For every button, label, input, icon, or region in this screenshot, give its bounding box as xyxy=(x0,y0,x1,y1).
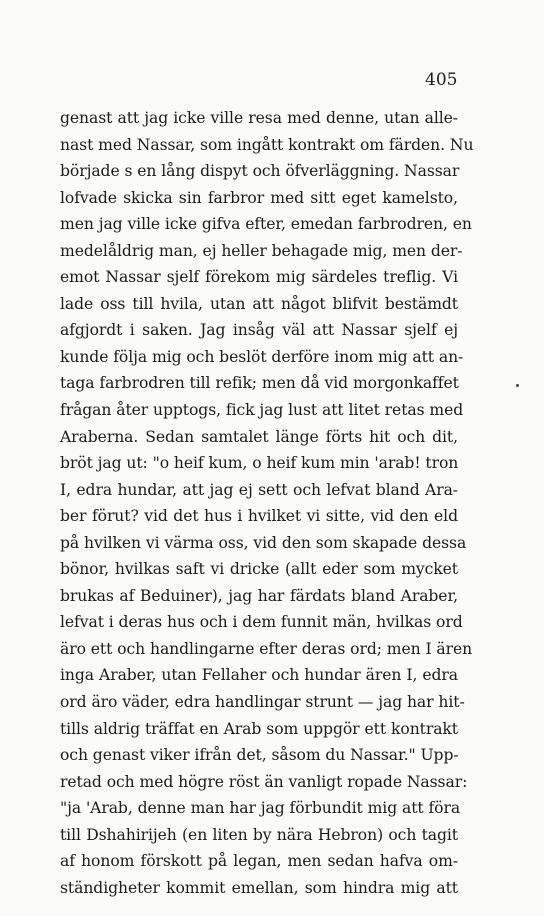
text-line: bröt jag ut: "o heif kum, o heif kum min 'arab! tron xyxy=(60,454,459,473)
text-line: kunde följa mig och beslöt derföre inom mig att an- xyxy=(60,347,464,366)
text-line: lofvade skicka sin farbror med sitt eget kamelsto, xyxy=(60,188,458,207)
text-line: genast att jag icke ville resa med denne, utan alle- xyxy=(60,109,458,127)
text-line: medelåldrig man, ej heller behagade mig, men der- xyxy=(60,241,463,260)
text-line: retad och med högre röst än vanligt ropade Nassar: xyxy=(60,772,468,791)
text-line: tills aldrig träffat en Arab som uppgör ett kontrakt xyxy=(60,719,458,738)
text-line: på hvilken vi värma oss, vid den som skapade dessa xyxy=(60,533,467,552)
body-text xyxy=(60,105,474,901)
text-line: ständigheter kommit emellan, som hindra mig att xyxy=(60,878,458,897)
text-line: lefvat i deras hus och i dem funnit män, hvilkas ord xyxy=(60,613,463,632)
text-line: ord äro väder, edra handlingar strunt — jag har hit- xyxy=(60,693,465,712)
text-line: till Dshahirijeh (en liten by nära Hebron) och tagit xyxy=(60,825,458,844)
ink-speck xyxy=(516,384,519,387)
text-line: af honom förskott på legan, men sedan hafva om- xyxy=(60,852,458,871)
text-line: lade oss till hvila, utan att något blifvit bestämdt xyxy=(60,294,458,313)
text-line: nast med Nassar, som ingått kontrakt om färden. Nu xyxy=(60,135,474,154)
text-line: äro ett och handlingarne efter deras ord; men I ären xyxy=(60,639,473,658)
text-line: började s en lång dispyt och öfverläggning. Nassar xyxy=(60,162,460,181)
text-line: taga farbrodren till refik; men då vid morgonkaffet xyxy=(60,374,459,393)
text-line: frågan åter upptogs, fick jag lust att litet retas med xyxy=(60,401,464,420)
text-line: och genast viker ifrån det, såsom du Nassar." Upp- xyxy=(60,746,459,765)
text-line: ber förut? vid det hus i hvilket vi sitte, vid den eld xyxy=(60,507,458,526)
text-line: men jag ville icke gifva efter, emedan farbrodren, en xyxy=(60,215,472,234)
page-number: 405 xyxy=(425,70,458,90)
text-line: Araberna. Sedan samtalet länge förts hit och dit, xyxy=(60,427,458,446)
text-line: inga Araber, utan Fellaher och hundar ären I, edra xyxy=(60,666,458,685)
text-line: afgjordt i saken. Jag insåg väl att Nassar sjelf ej xyxy=(60,321,458,340)
text-line: bönor, hvilkas saft vi dricke (allt eder som mycket xyxy=(60,560,458,579)
text-line: emot Nassar sjelf förekom mig särdeles treflig. Vi xyxy=(60,268,458,287)
text-line: "ja 'Arab, denne man har jag förbundit mig att föra xyxy=(60,799,461,818)
text-line: I, edra hundar, att jag ej sett och lefvat bland Ara- xyxy=(60,480,458,499)
text-line: brukas af Beduiner), jag har färdats bland Araber, xyxy=(60,586,458,605)
